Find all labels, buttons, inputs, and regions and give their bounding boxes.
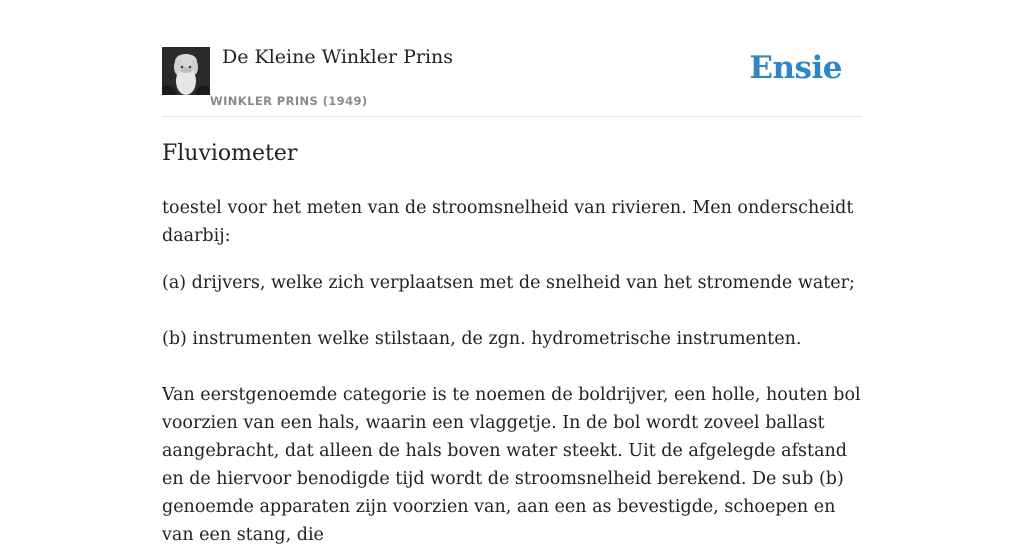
author-portrait-icon[interactable]	[162, 47, 210, 95]
source-subtitle[interactable]: WINKLER PRINS (1949)	[210, 94, 368, 108]
paragraph-b: (b) instrumenten welke stilstaan, de zgn. hydrometrische instrumenten.	[162, 329, 802, 349]
source-title[interactable]: De Kleine Winkler Prins	[222, 46, 454, 68]
article-body	[162, 138, 862, 549]
source-header	[162, 0, 862, 117]
paragraph-description: Van eerstgenoemde categorie is te noemen de boldrijver, een holle, houten bol voorzien van een hals, waarin een vlaggetje. In de bol wordt zoveel ballast aangebracht, dat alleen de hals boven water steekt. Uit de afgelegde afstand en de hiervoor benodigde tijd wordt de stroomsnelheid berekend. De sub (b) genoemde apparaten zijn voorzien van, aan een as bevestigde, schoepen en van een stang, die	[162, 385, 861, 545]
article-title: Fluviometer	[162, 141, 298, 166]
paragraph-intro: toestel voor het meten van de stroomsnelheid van rivieren. Men onderscheidt daarbij:	[162, 198, 854, 246]
ensie-logo[interactable]: Ensie	[749, 50, 842, 86]
paragraph-a: (a) drijvers, welke zich verplaatsen met de snelheid van het stromende water;	[162, 273, 855, 293]
